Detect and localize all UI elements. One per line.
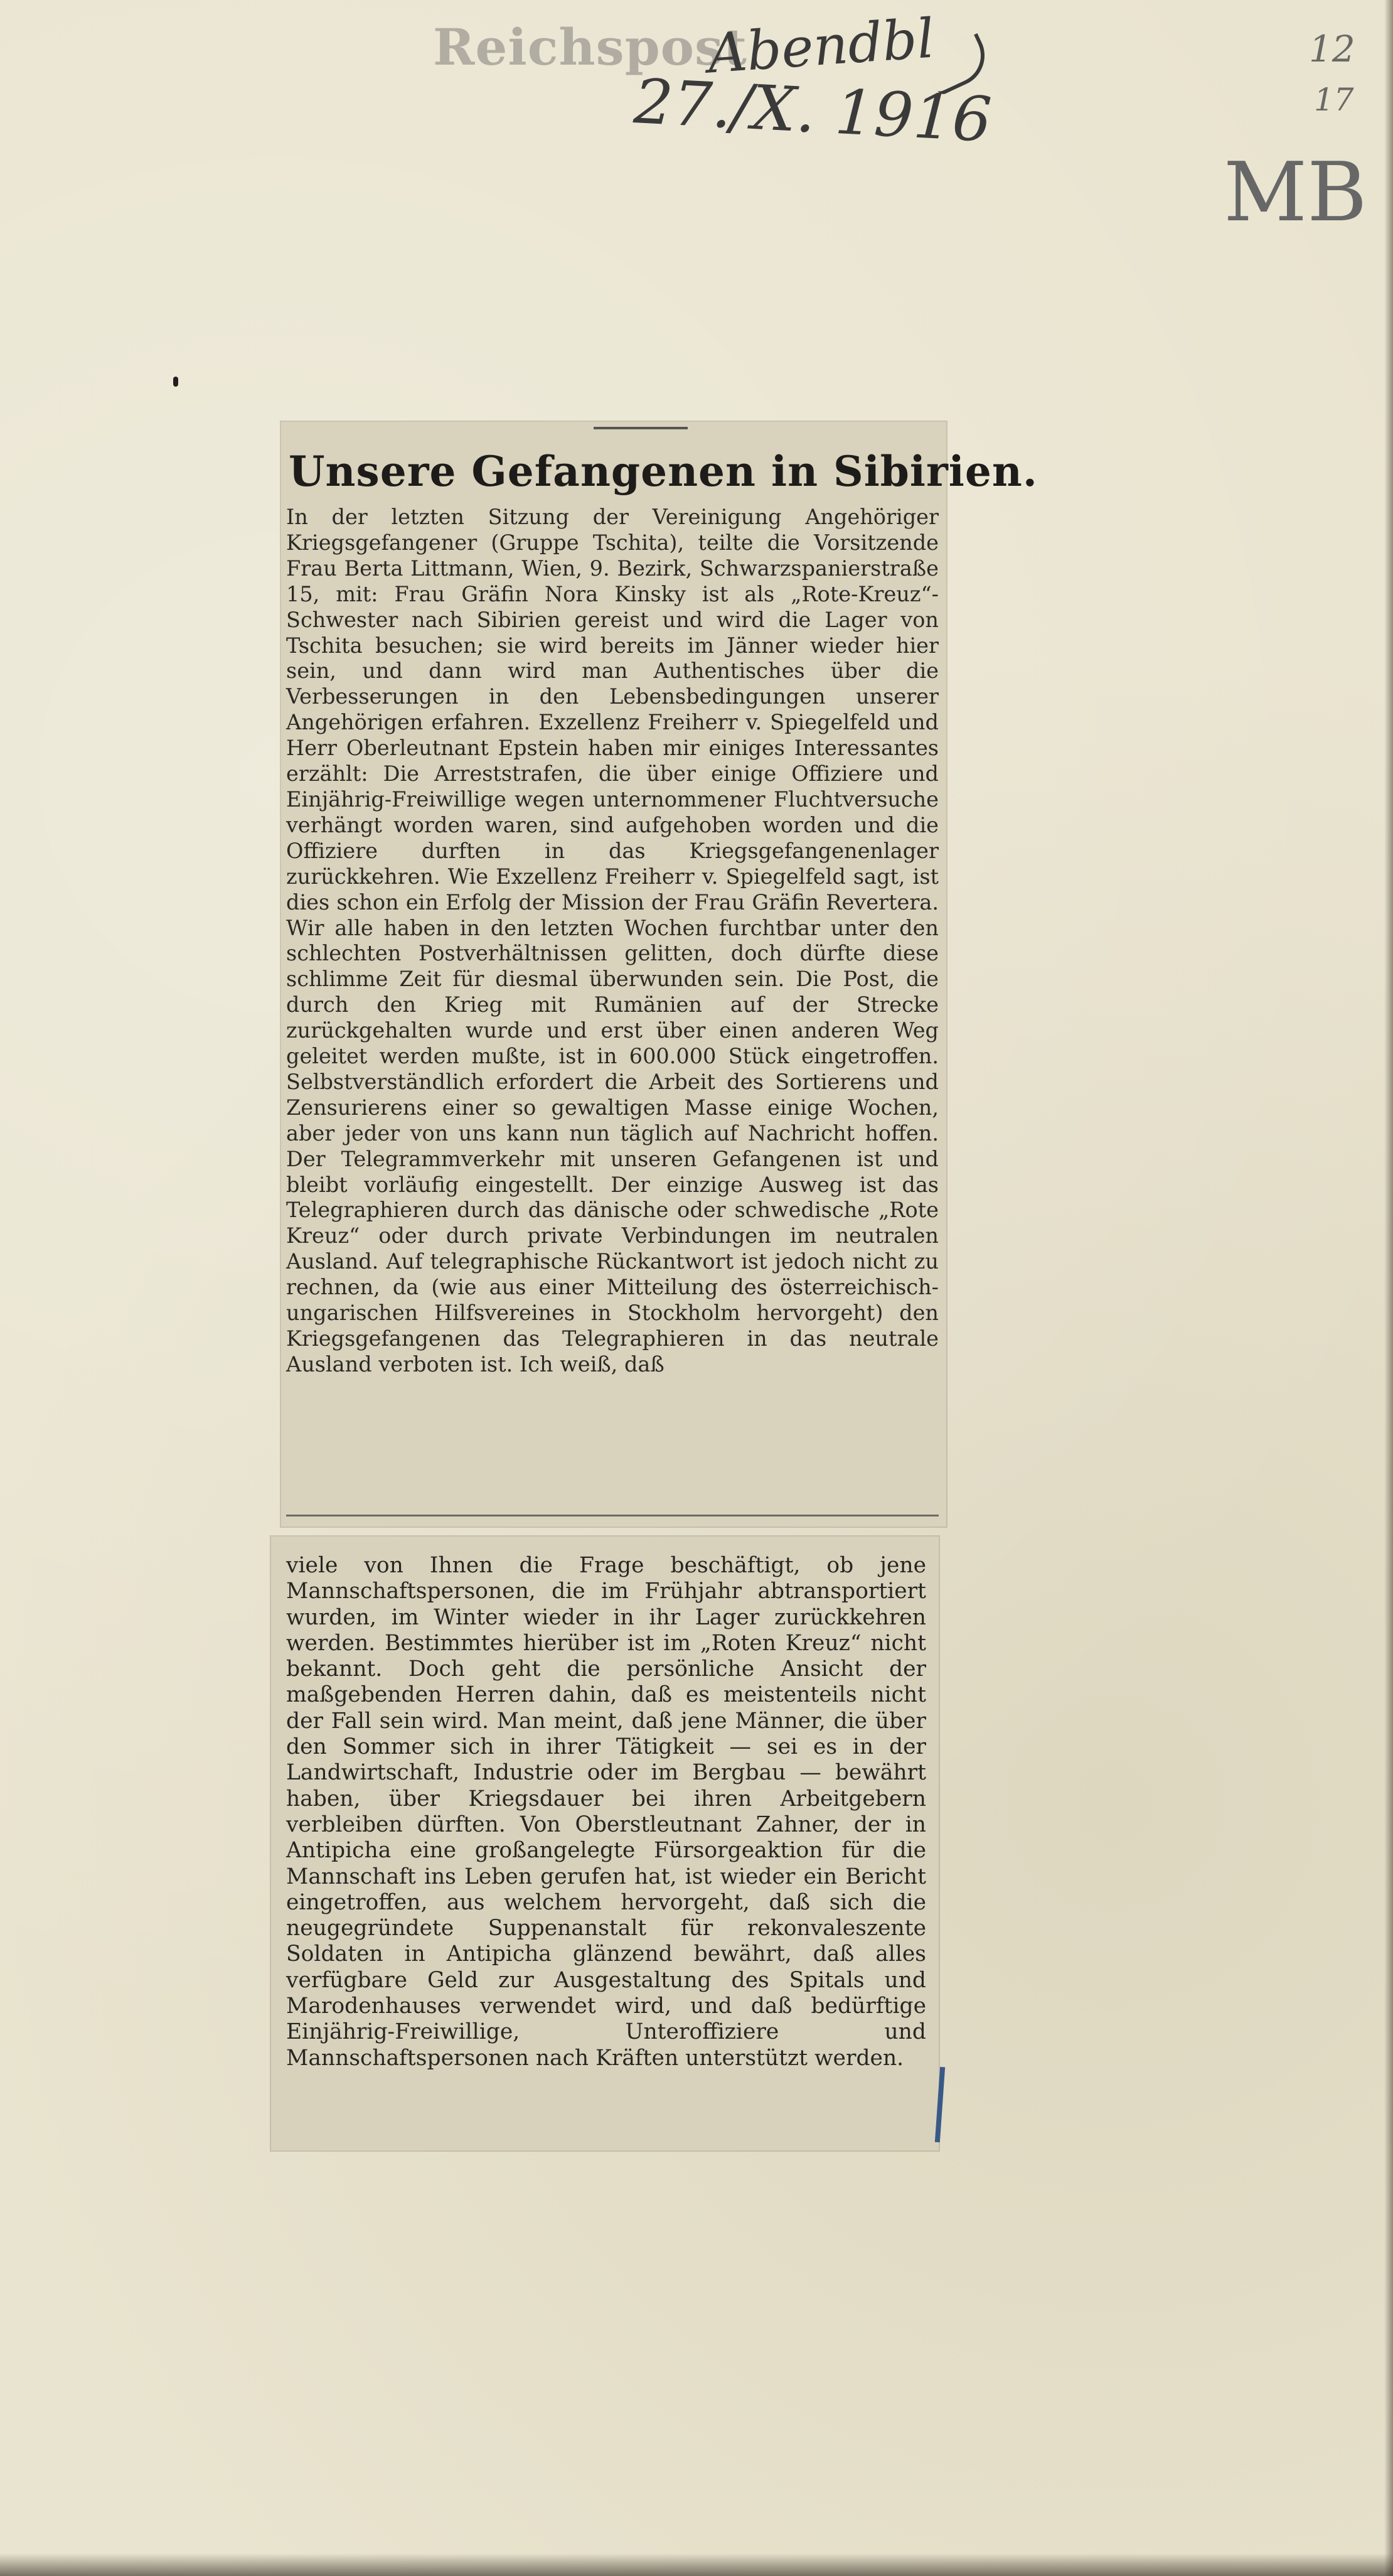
pencil-initials: MB	[1224, 144, 1367, 240]
newspaper-clipping-upper	[281, 422, 1038, 1527]
article-column-2: viele von Ihnen die Frage beschäftigt, ob jene Mannschaftspersonen, die im Frühjahr abtransportiert wurden, im Winter wieder in ihr Lager zurückkehren werden. Bestimmtes hierüber ist im „Roten Kreuz“ nicht bekannt. Doch geht die persönliche Ansicht der maßgebenden Herren dahin, daß es meistenteils nicht der Fall sein wird. Man meint, daß jene Männer, die über den Sommer sich in ihrer Tätigkeit — sei es in der Landwirtschaft, Industrie oder im Bergbau — bewährt haben, über Kriegsdauer bei ihren Arbeitgebern verbleiben dürften. Von Oberstleutnant Zahner, der in Antipicha eine großangelegte Fürsorgeaktion für die Mannschaft ins Leben gerufen hat, ist wieder ein Bericht eingetroffen, aus welchem hervorgeht, daß sich die neugegründete Suppenanstalt für rekonvaleszente Soldaten in Antipicha glänzend bewährt, daß alles verfügbare Geld zur Ausgestaltung des Spitals und Marodenhauses verwendet wird, und daß bedürftige Einjährig-Freiwillige, Unteroffiziere und Mannschaftspersonen nach Kräften unterstützt werden.	[286, 1553, 926, 2071]
sheet-edge-bottom	[0, 2553, 1393, 2576]
newspaper-stamp: Reichspost	[433, 18, 747, 77]
pencil-number-top: 12	[1309, 28, 1355, 70]
bottom-rule	[286, 1515, 939, 1516]
pencil-number-second: 17	[1314, 82, 1354, 118]
handwritten-edition-note: Abendbl	[705, 7, 937, 86]
sheet-edge-right	[1384, 0, 1393, 2576]
handwritten-date: 27./X. 1916	[632, 66, 993, 156]
blue-pencil-mark	[935, 2067, 945, 2142]
article-column-1: In der letzten Sitzung der Vereinigung Angehöriger Kriegsgefangener (Gruppe Tschita), teilte die Vorsitzende Frau Berta Littmann, Wien, 9. Bezirk, Schwarzspanierstraße 15, mit: Frau Gräfin Nora Kinsky ist als „Rote-Kreuz“-Schwester nach Sibirien gereist und wird die Lager von Tschita besuchen; sie wird bereits im Jänner wieder hier sein, und dann wird man Authentisches über die Verbesserungen in den Lebensbedingungen unserer Angehörigen erfahren. Exzellenz Freiherr v. Spiegelfeld und Herr Oberleutnant Epstein haben mir einiges Interessantes erzählt: Die Arreststrafen, die über einige Offiziere und Einjährig-Freiwillige wegen unternommener Fluchtversuche verhängt worden waren, sind aufgehoben worden und die Offiziere durften in das Kriegsgefangenenlager zurückkehren. Wie Exzellenz Freiherr v. Spiegelfeld sagt, ist dies schon ein Erfolg der Mission der Frau Gräfin Revertera. Wir alle haben in den letzten Wochen furchtbar unter den schlechten Postverhältnissen gelitten, doch dürfte diese schlimme Zeit für diesmal überwunden sein. Die Post, die durch den Krieg mit Rumänien auf der Strecke zurückgehalten wurde und erst über einen anderen Weg geleitet werden mußte, ist in 600.000 Stück eingetroffen. Selbstverständlich erfordert die Arbeit des Sortierens und Zensurierens einer so gewaltigen Masse einige Wochen, aber jeder von uns kann nun täglich auf Nachricht hoffen. Der Telegrammverkehr mit unseren Gefangenen ist und bleibt vorläufig eingestellt. Der einzige Ausweg ist das Telegraphieren durch das dänische oder schwedische „Rote Kreuz“ oder durch private Verbindungen im neutralen Ausland. Auf telegraphische Rückantwort ist jedoch nicht zu rechnen, da (wie aus einer Mitteilung des österreichisch-ungarischen Hilfsvereines in Stockholm hervorgeht) den Kriegsgefangenen das Telegraphieren in das neutrale Ausland verboten ist. Ich weiß, daß	[286, 505, 939, 1377]
article-title: Unsere Gefangenen in Sibirien.	[289, 447, 1038, 496]
pin-mark	[173, 377, 178, 387]
top-rule	[594, 427, 688, 429]
newspaper-clipping-lower	[271, 1537, 939, 2150]
